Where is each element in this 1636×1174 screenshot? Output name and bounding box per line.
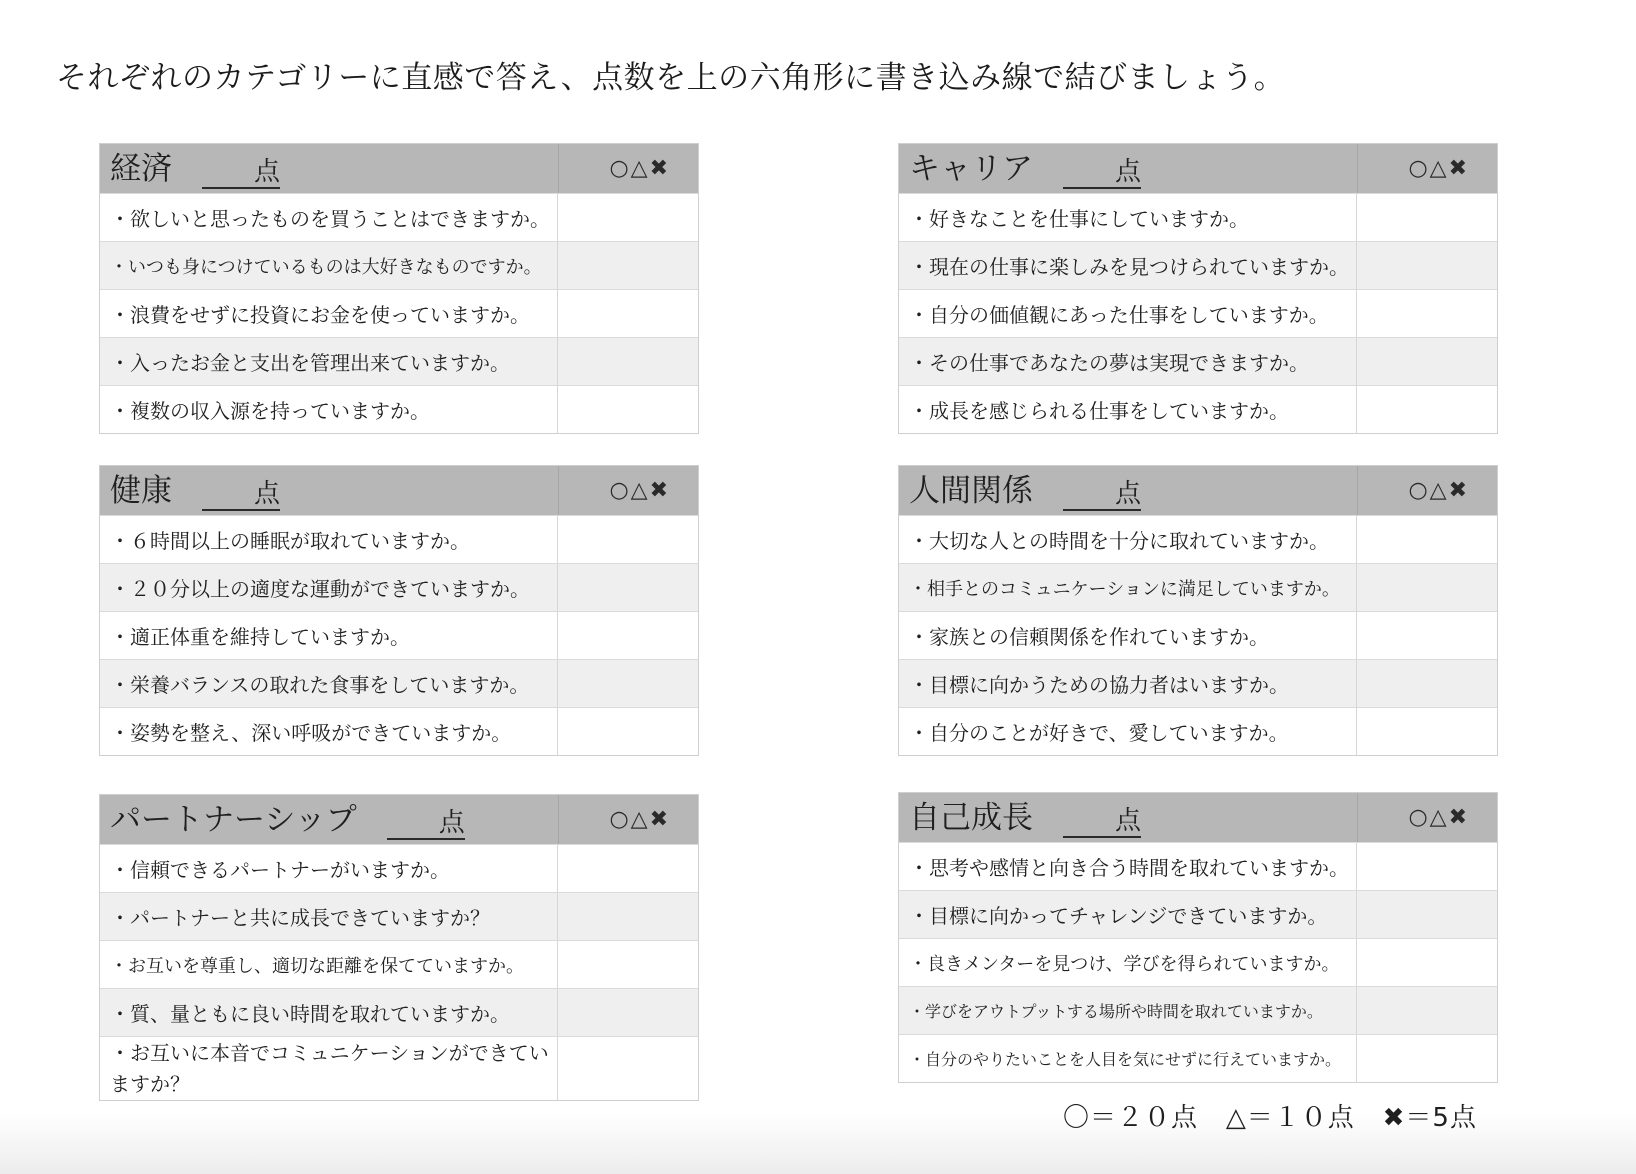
answer-cell[interactable] xyxy=(558,989,698,1036)
question-row xyxy=(899,986,1497,1034)
question-text: ・学びをアウトプットする場所や時間を取れていますか。 xyxy=(899,987,1357,1034)
answer-cell[interactable] xyxy=(558,194,698,241)
answer-cell[interactable] xyxy=(558,1037,698,1100)
legend-circle: 〇＝２０点 xyxy=(1063,1103,1199,1133)
category-title: 人間関係 xyxy=(909,473,1033,509)
triangle-mark-icon: △ xyxy=(1429,156,1449,181)
question-text: ・栄養バランスの取れた食事をしていますか。 xyxy=(100,660,558,707)
cross-mark-icon: ✖ xyxy=(1448,478,1469,503)
question-text: ・家族との信頼関係を作れていますか。 xyxy=(899,612,1357,659)
mark-symbols xyxy=(609,156,670,181)
question-row xyxy=(100,988,698,1036)
question-text: ・自分のやりたいことを人目を気にせずに行えていますか。 xyxy=(899,1035,1357,1082)
section-header xyxy=(899,144,1497,193)
answer-cell[interactable] xyxy=(1357,564,1497,611)
question-row xyxy=(100,707,698,755)
question-row xyxy=(899,659,1497,707)
question-text: ・パートナーと共に成長できていますか？ xyxy=(100,893,558,940)
cross-mark-icon: ✖ xyxy=(649,478,670,503)
question-row xyxy=(899,193,1497,241)
score-blank[interactable]: 点 xyxy=(387,808,465,840)
circle-mark-icon: ○ xyxy=(609,478,631,503)
answer-cell[interactable] xyxy=(558,386,698,433)
answer-cell[interactable] xyxy=(558,612,698,659)
question-text: ・自分の価値観にあった仕事をしていますか。 xyxy=(899,290,1357,337)
header-divider xyxy=(1357,793,1358,842)
question-row xyxy=(899,890,1497,938)
answer-cell[interactable] xyxy=(1357,612,1497,659)
section-career xyxy=(898,143,1498,434)
answer-cell[interactable] xyxy=(558,845,698,892)
answer-cell[interactable] xyxy=(1357,516,1497,563)
answer-cell[interactable] xyxy=(1357,987,1497,1034)
question-row xyxy=(899,1034,1497,1082)
mark-symbols xyxy=(1408,805,1469,830)
answer-cell[interactable] xyxy=(1357,338,1497,385)
question-text: ・良きメンターを見つけ、学びを得られていますか。 xyxy=(899,939,1357,986)
section-self-growth xyxy=(898,792,1498,1083)
answer-cell[interactable] xyxy=(1357,660,1497,707)
question-text: ・お互いに本音でコミュニケーションができていますか？ xyxy=(100,1037,558,1100)
question-row xyxy=(100,193,698,241)
question-row xyxy=(899,563,1497,611)
answer-cell[interactable] xyxy=(558,941,698,988)
question-text: ・お互いを尊重し、適切な距離を保てていますか。 xyxy=(100,941,558,988)
cross-mark-icon: ✖ xyxy=(649,156,670,181)
question-text: ・現在の仕事に楽しみを見つけられていますか。 xyxy=(899,242,1357,289)
question-row xyxy=(100,241,698,289)
legend-cross-icon: ✖ xyxy=(1382,1103,1406,1133)
score-blank[interactable]: 点 xyxy=(202,479,280,511)
question-text: ・浪費をせずに投資にお金を使っていますか。 xyxy=(100,290,558,337)
answer-cell[interactable] xyxy=(558,893,698,940)
category-title: 経済 xyxy=(110,151,172,187)
answer-cell[interactable] xyxy=(1357,891,1497,938)
question-row xyxy=(100,515,698,563)
question-row xyxy=(100,659,698,707)
answer-cell[interactable] xyxy=(558,516,698,563)
question-row xyxy=(899,938,1497,986)
question-text: ・２０分以上の適度な運動ができていますか。 xyxy=(100,564,558,611)
answer-cell[interactable] xyxy=(1357,194,1497,241)
question-text: ・好きなことを仕事にしていますか。 xyxy=(899,194,1357,241)
question-text: ・自分のことが好きで、愛していますか。 xyxy=(899,708,1357,755)
cross-mark-icon: ✖ xyxy=(1448,156,1469,181)
mark-symbols xyxy=(1408,478,1469,503)
answer-cell[interactable] xyxy=(1357,1035,1497,1082)
section-header xyxy=(899,793,1497,842)
instruction-text: それぞれのカテゴリーに直感で答え、点数を上の六角形に書き込み線で結びましょう。 xyxy=(56,60,1286,96)
header-divider xyxy=(1357,466,1358,515)
circle-mark-icon: ○ xyxy=(609,807,631,832)
question-text: ・６時間以上の睡眠が取れていますか。 xyxy=(100,516,558,563)
triangle-mark-icon: △ xyxy=(630,156,650,181)
triangle-mark-icon: △ xyxy=(630,807,650,832)
question-text: ・目標に向かうための協力者はいますか。 xyxy=(899,660,1357,707)
question-text: ・欲しいと思ったものを買うことはできますか。 xyxy=(100,194,558,241)
circle-mark-icon: ○ xyxy=(609,156,631,181)
circle-mark-icon: ○ xyxy=(1408,478,1430,503)
mark-symbols xyxy=(1408,156,1469,181)
question-row xyxy=(899,385,1497,433)
legend-triangle: △＝１０点 xyxy=(1225,1103,1355,1133)
header-divider xyxy=(558,144,559,193)
question-row xyxy=(100,844,698,892)
header-divider xyxy=(558,466,559,515)
cross-mark-icon: ✖ xyxy=(1448,805,1469,830)
question-text: ・適正体重を維持していますか。 xyxy=(100,612,558,659)
section-header xyxy=(100,144,698,193)
question-row xyxy=(100,940,698,988)
question-row xyxy=(100,289,698,337)
mark-symbols xyxy=(609,807,670,832)
question-row xyxy=(899,611,1497,659)
category-title: 自己成長 xyxy=(909,800,1033,836)
legend-cross: ＝5点 xyxy=(1405,1103,1477,1133)
cross-mark-icon: ✖ xyxy=(649,807,670,832)
category-title: キャリア xyxy=(909,151,1033,187)
answer-cell[interactable] xyxy=(558,242,698,289)
answer-cell[interactable] xyxy=(558,338,698,385)
mark-symbols xyxy=(609,478,670,503)
question-row xyxy=(899,337,1497,385)
scoring-legend xyxy=(1063,1097,1477,1134)
question-text: ・信頼できるパートナーがいますか。 xyxy=(100,845,558,892)
section-health xyxy=(99,465,699,756)
triangle-mark-icon: △ xyxy=(1429,478,1449,503)
header-divider xyxy=(1357,144,1358,193)
answer-cell[interactable] xyxy=(558,660,698,707)
section-economy xyxy=(99,143,699,434)
triangle-mark-icon: △ xyxy=(630,478,650,503)
question-text: ・質、量ともに良い時間を取れていますか。 xyxy=(100,989,558,1036)
score-blank[interactable]: 点 xyxy=(1063,479,1141,511)
category-title: 健康 xyxy=(110,473,172,509)
circle-mark-icon: ○ xyxy=(1408,805,1430,830)
score-blank[interactable]: 点 xyxy=(1063,806,1141,838)
score-blank[interactable]: 点 xyxy=(202,157,280,189)
header-divider xyxy=(558,795,559,844)
answer-cell[interactable] xyxy=(1357,708,1497,755)
triangle-mark-icon: △ xyxy=(1429,805,1449,830)
section-relationships xyxy=(898,465,1498,756)
category-title: パートナーシップ xyxy=(110,802,357,838)
question-row xyxy=(899,707,1497,755)
question-row xyxy=(899,515,1497,563)
question-text: ・入ったお金と支出を管理出来ていますか。 xyxy=(100,338,558,385)
circle-mark-icon: ○ xyxy=(1408,156,1430,181)
answer-cell[interactable] xyxy=(558,564,698,611)
answer-cell[interactable] xyxy=(1357,386,1497,433)
question-row xyxy=(100,385,698,433)
score-blank[interactable]: 点 xyxy=(1063,157,1141,189)
answer-cell[interactable] xyxy=(1357,290,1497,337)
section-partnership xyxy=(99,794,699,1101)
question-text: ・成長を感じられる仕事をしていますか。 xyxy=(899,386,1357,433)
section-header xyxy=(899,466,1497,515)
answer-cell[interactable] xyxy=(1357,843,1497,890)
question-text: ・思考や感情と向き合う時間を取れていますか。 xyxy=(899,843,1357,890)
answer-cell[interactable] xyxy=(558,290,698,337)
question-text: ・姿勢を整え、深い呼吸ができていますか。 xyxy=(100,708,558,755)
answer-cell[interactable] xyxy=(1357,939,1497,986)
section-header xyxy=(100,795,698,844)
question-text: ・大切な人との時間を十分に取れていますか。 xyxy=(899,516,1357,563)
question-text: ・いつも身につけているものは大好きなものですか。 xyxy=(100,242,558,289)
question-text: ・複数の収入源を持っていますか。 xyxy=(100,386,558,433)
question-row xyxy=(100,337,698,385)
question-row xyxy=(899,289,1497,337)
question-row xyxy=(899,842,1497,890)
question-text: ・その仕事であなたの夢は実現できますか。 xyxy=(899,338,1357,385)
question-row xyxy=(899,241,1497,289)
question-row xyxy=(100,611,698,659)
question-row xyxy=(100,563,698,611)
section-header xyxy=(100,466,698,515)
question-text: ・目標に向かってチャレンジできていますか。 xyxy=(899,891,1357,938)
answer-cell[interactable] xyxy=(558,708,698,755)
answer-cell[interactable] xyxy=(1357,242,1497,289)
question-row xyxy=(100,1036,698,1100)
question-row xyxy=(100,892,698,940)
question-text: ・相手とのコミュニケーションに満足していますか。 xyxy=(899,564,1357,611)
